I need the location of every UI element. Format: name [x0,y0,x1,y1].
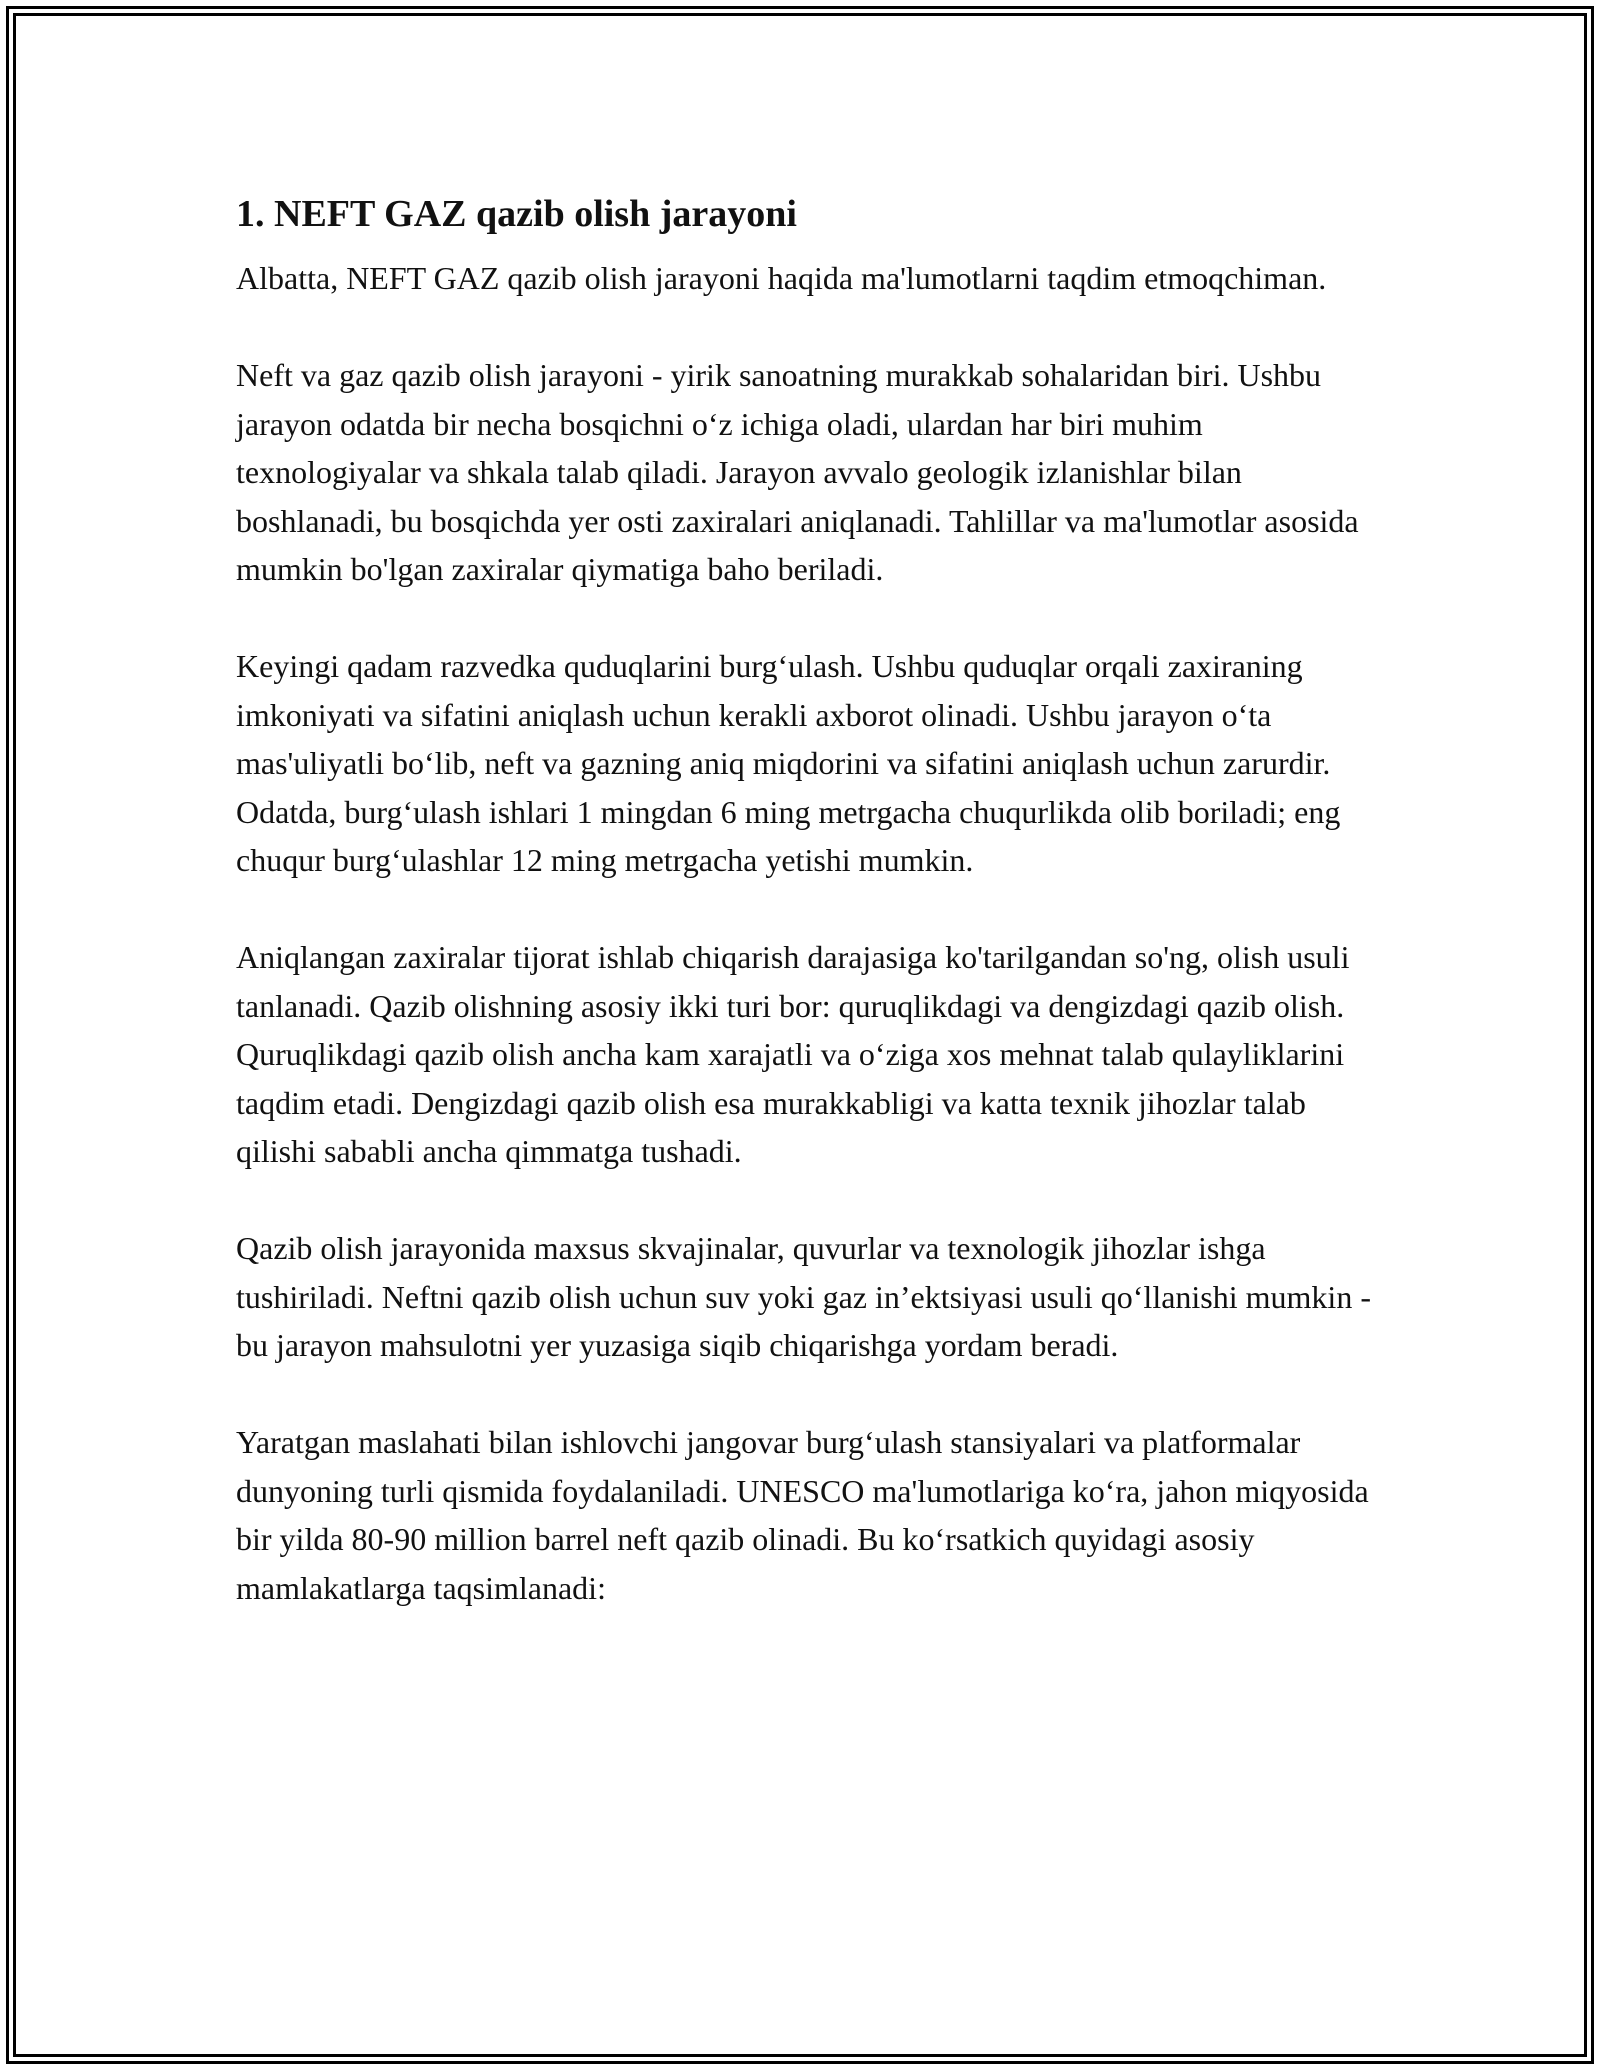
paragraph-equipment: Qazib olish jarayonida maxsus skvajinalar, quvurlar va texnologik jihozlar ishga tushiriladi. Neftni qazib olish uchun suv yoki gaz in’ektsiyasi usuli qo‘llanishi mumkin - bu jarayon mahsulotni yer yuzasiga siqib chiqarishga yordam beradi. [236,1230,1371,1363]
document-body [236,182,1376,1661]
section-heading: 1. NEFT GAZ qazib olish jarayoni [236,193,797,235]
paragraph-overview: Neft va gaz qazib olish jarayoni - yirik sanoatning murakkab sohalaridan biri. Ushbu jarayon odatda bir necha bosqichni o‘z ichiga oladi, ulardan har biri muhim texnologiyalar va shkala talab qiladi. Jarayon avvalo geologik izlanishlar bilan boshlanadi, bu bosqichda yer osti zaxiralari aniqlanadi. Tahlillar va ma'lumotlar asosida mumkin bo'lgan zaxiralar qiymatiga baho beriladi. [236,357,1359,587]
paragraph-intro: Albatta, NEFT GAZ qazib olish jarayoni haqida ma'lumotlarni taqdim etmoqchiman. [236,260,1327,296]
paragraph-drilling: Keyingi qadam razvedka quduqlarini burg‘ulash. Ushbu quduqlar orqali zaxiraning imkoniyati va sifatini aniqlash uchun kerakli axborot olinadi. Ushbu jarayon o‘ta mas'uliyatli bo‘lib, neft va gazning aniq miqdorini va sifatini aniqlash uchun zarurdir. Odatda, burg‘ulash ishlari 1 mingdan 6 ming metrgacha chuqurlikda olib boriladi; eng chuqur burg‘ulashlar 12 ming metrgacha yetishi mumkin. [236,648,1341,878]
paragraph-production: Yaratgan maslahati bilan ishlovchi jangovar burg‘ulash stansiyalari va platformalar dunyoning turli qismida foydalaniladi. UNESCO ma'lumotlariga ko‘ra, jahon miqyosida bir yilda 80-90 million barrel neft qazib olinadi. Bu ko‘rsatkich quyidagi asosiy mamlakatlarga taqsimlanadi: [236,1424,1369,1606]
paragraph-extraction-methods: Aniqlangan zaxiralar tijorat ishlab chiqarish darajasiga ko'tarilgandan so'ng, olish usuli tanlanadi. Qazib olishning asosiy ikki turi bor: quruqlikdagi va dengizdagi qazib olish. Quruqlikdagi qazib olish ancha kam xarajatli va o‘ziga xos mehnat talab qulayliklarini taqdim etadi. Dengizdagi qazib olish esa murakkabligi va katta texnik jihozlar talab qilishi sababli ancha qimmatga tushadi. [236,939,1350,1169]
